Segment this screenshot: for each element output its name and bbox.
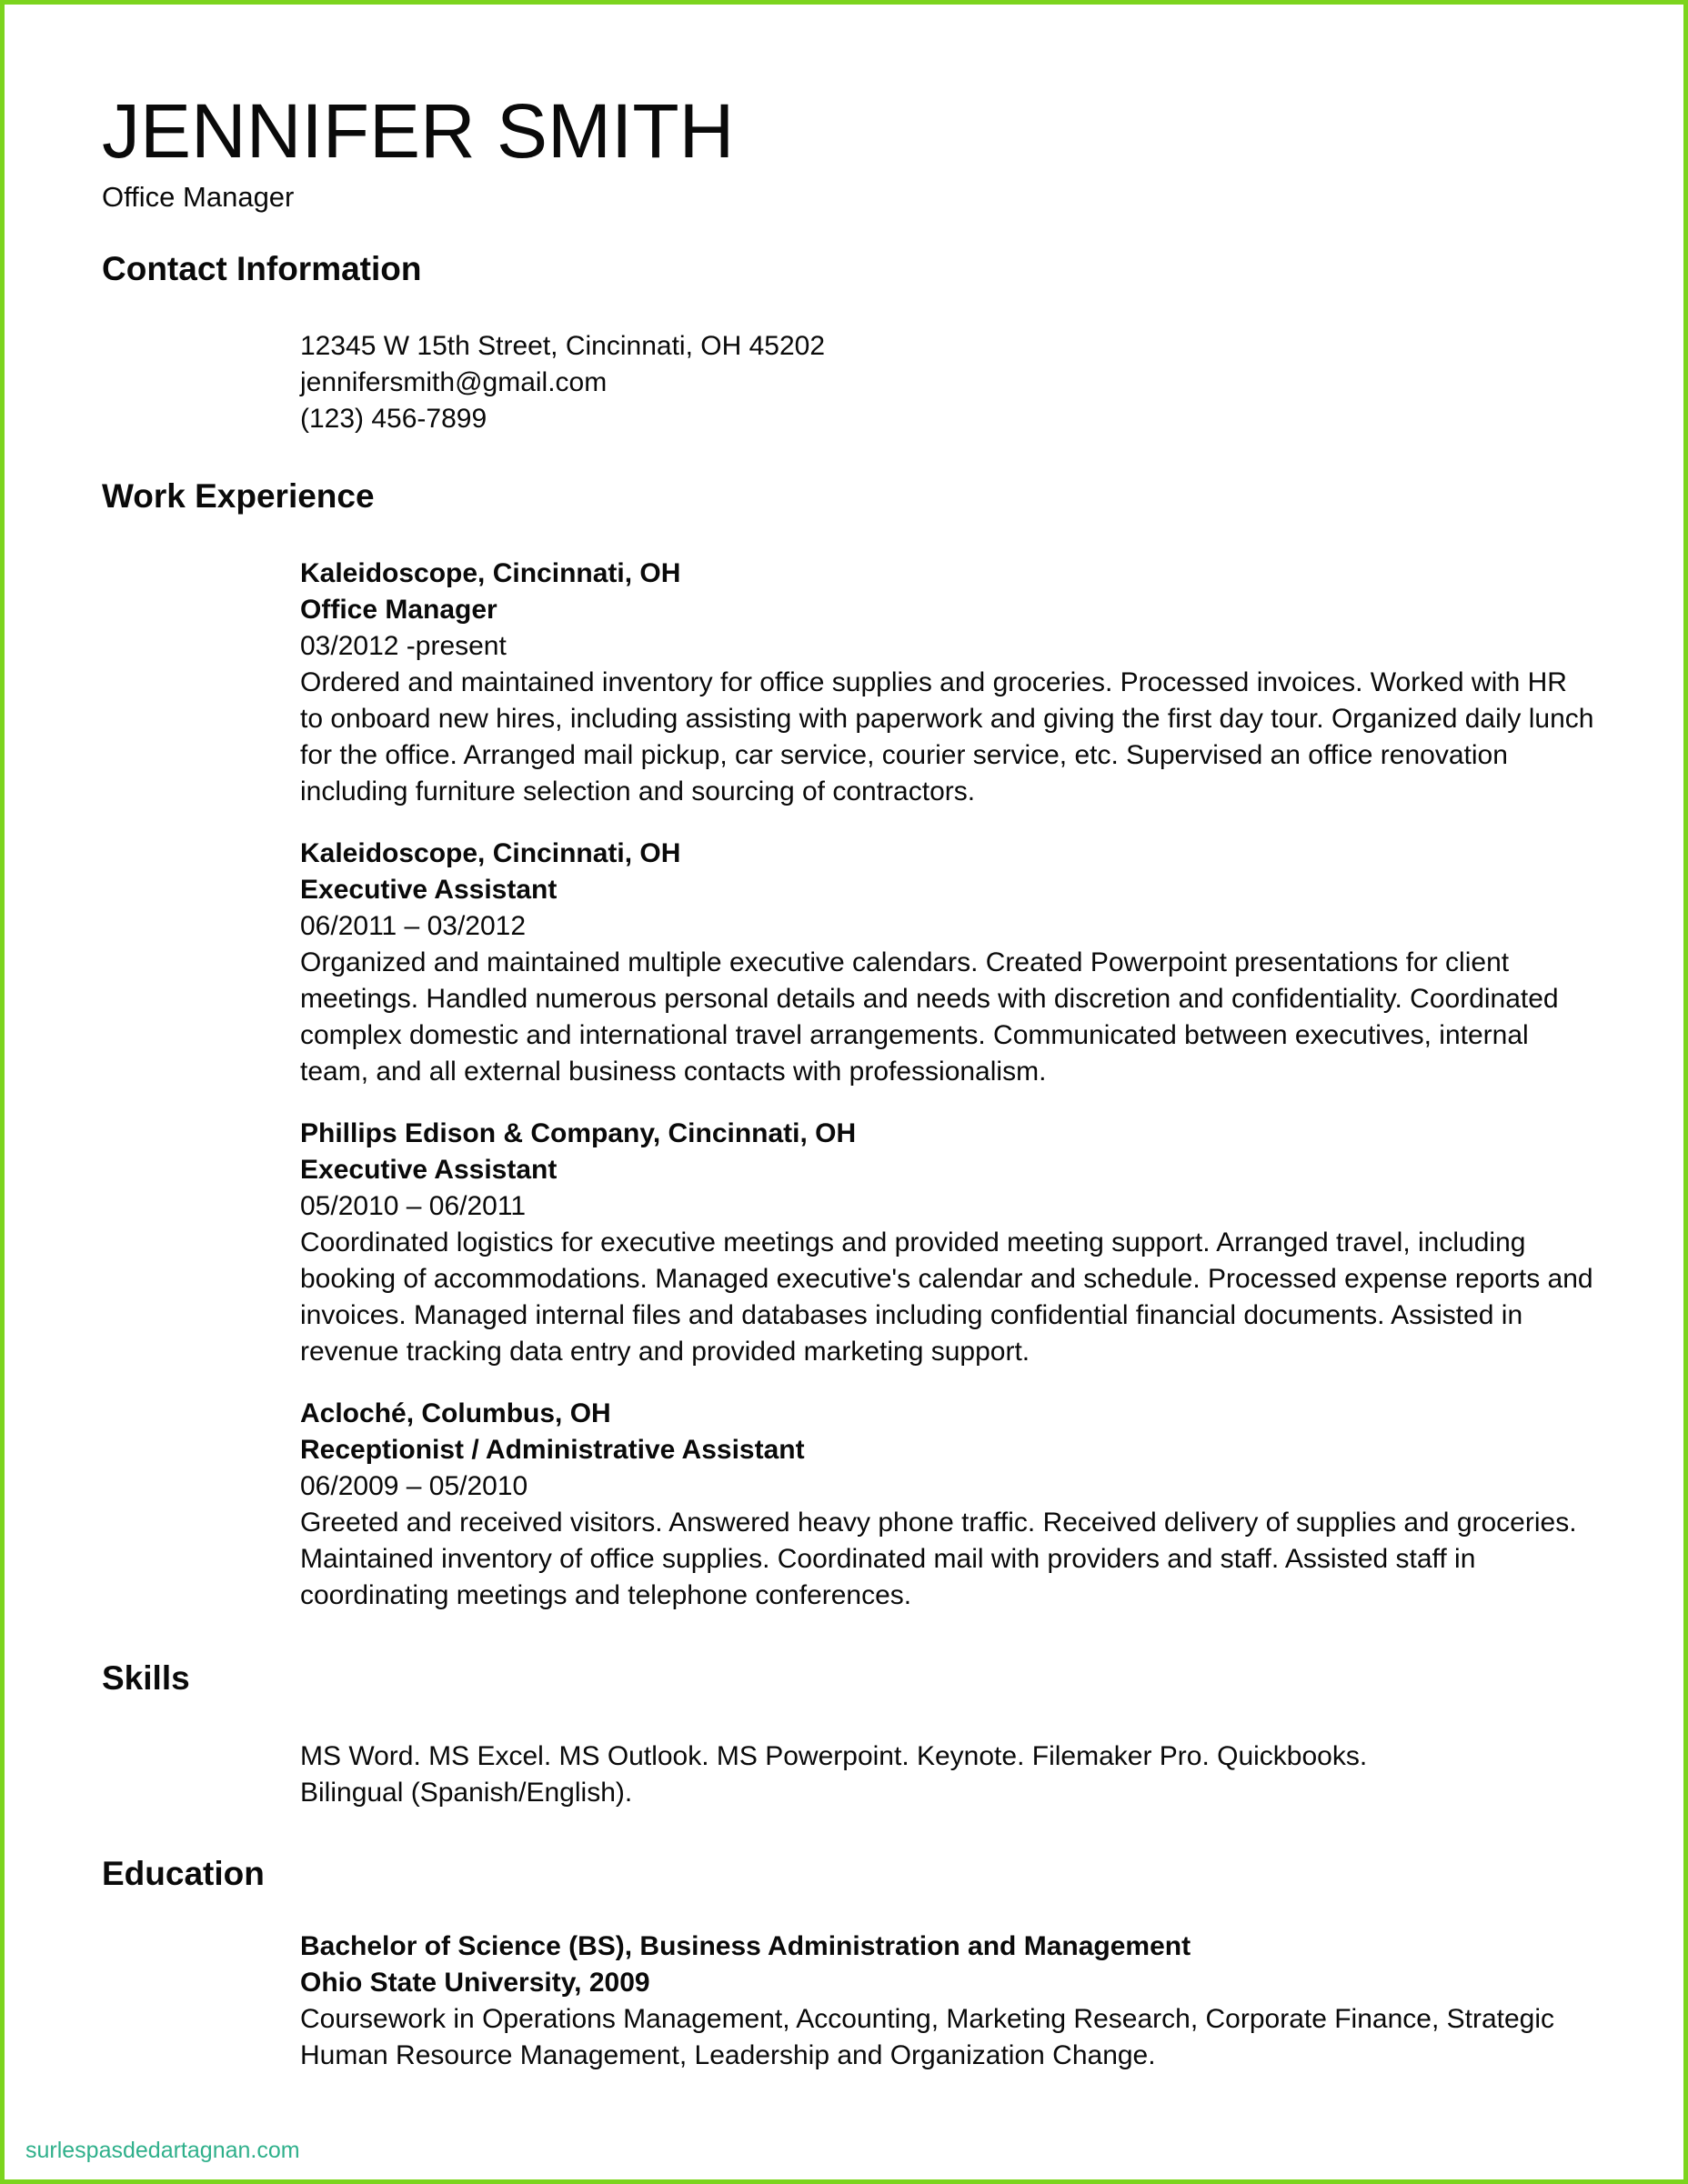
section-heading-education: Education <box>102 1855 265 1892</box>
job-description: Greeted and received visitors. Answered heavy phone traffic. Received delivery of supplies and groceries. Maintained inventory of office supplies. Coordinated mail with providers and staff. Assisted staff in coordinating meetings and telephone conferences. <box>300 1508 1577 1610</box>
job-role: Receptionist / Administrative Assistant <box>300 1435 805 1465</box>
job-role: Office Manager <box>300 595 497 625</box>
job-dates: 05/2010 – 06/2011 <box>300 1191 527 1221</box>
job-company: Kaleidoscope, Cincinnati, OH <box>300 558 681 588</box>
job-company: Acloché, Columbus, OH <box>300 1398 611 1428</box>
skills-line: Bilingual (Spanish/English). <box>300 1778 633 1808</box>
skills-line: MS Word. MS Excel. MS Outlook. MS Powerpoint. Keynote. Filemaker Pro. Quickbooks. <box>300 1741 1368 1771</box>
job-description: Coordinated logistics for executive meetings and provided meeting support. Arranged travel, including booking of accommodations. Managed executive's calendar and schedule. Processed expense reports and invoices. Managed internal files and databases including confidential financial documents. Assisted in revenue tracking data entry and provided marketing support. <box>300 1227 1593 1367</box>
section-heading-skills: Skills <box>102 1659 190 1697</box>
section-heading-contact: Contact Information <box>102 250 422 287</box>
job-entry <box>300 556 1597 810</box>
job-dates: 06/2009 – 05/2010 <box>300 1471 528 1501</box>
contact-address: 12345 W 15th Street, Cincinnati, OH 45202 <box>300 331 826 361</box>
job-entry <box>300 1396 1597 1614</box>
job-role: Executive Assistant <box>300 875 558 905</box>
education-school: Ohio State University, 2009 <box>300 1968 650 1998</box>
watermark-link: surlespasdedartagnan.com <box>25 2138 300 2163</box>
job-company: Kaleidoscope, Cincinnati, OH <box>300 838 681 868</box>
job-entry <box>300 836 1597 1090</box>
person-name: JENNIFER SMITH <box>102 88 735 174</box>
contact-block <box>102 328 1597 437</box>
skills-block <box>102 1738 1597 1811</box>
education-block <box>102 1929 1597 2074</box>
job-description: Organized and maintained multiple executive calendars. Created Powerpoint presentations for client meetings. Handled numerous personal details and needs with discretion and confidentiality. Coordinated complex domestic and international travel arrangements. Communicated between executives, internal team, and all external business contacts with professionalism. <box>300 947 1559 1087</box>
contact-email: jennifersmith@gmail.com <box>300 367 608 397</box>
education-coursework: Coursework in Operations Management, Accounting, Marketing Research, Corporate Finance, Strategic Human Resource Management, Leadership and Organization Change. <box>300 2004 1555 2070</box>
work-experience-list <box>102 556 1597 1614</box>
job-dates: 03/2012 -present <box>300 631 507 661</box>
job-description: Ordered and maintained inventory for office supplies and groceries. Processed invoices. Worked with HR to onboard new hires, including assisting with paperwork and giving the first day tour. Organized daily lunch for the office. Arranged mail pickup, car service, courier service, etc. Supervised an office renovation including furniture selection and sourcing of contractors. <box>300 667 1594 806</box>
job-entry <box>300 1116 1597 1370</box>
job-role: Executive Assistant <box>300 1155 558 1185</box>
section-heading-work-experience: Work Experience <box>102 477 375 515</box>
job-company: Phillips Edison & Company, Cincinnati, OH <box>300 1118 857 1148</box>
contact-phone: (123) 456-7899 <box>300 404 487 434</box>
person-job-title: Office Manager <box>102 181 295 213</box>
education-degree: Bachelor of Science (BS), Business Administration and Management <box>300 1931 1191 1961</box>
job-dates: 06/2011 – 03/2012 <box>300 911 527 941</box>
